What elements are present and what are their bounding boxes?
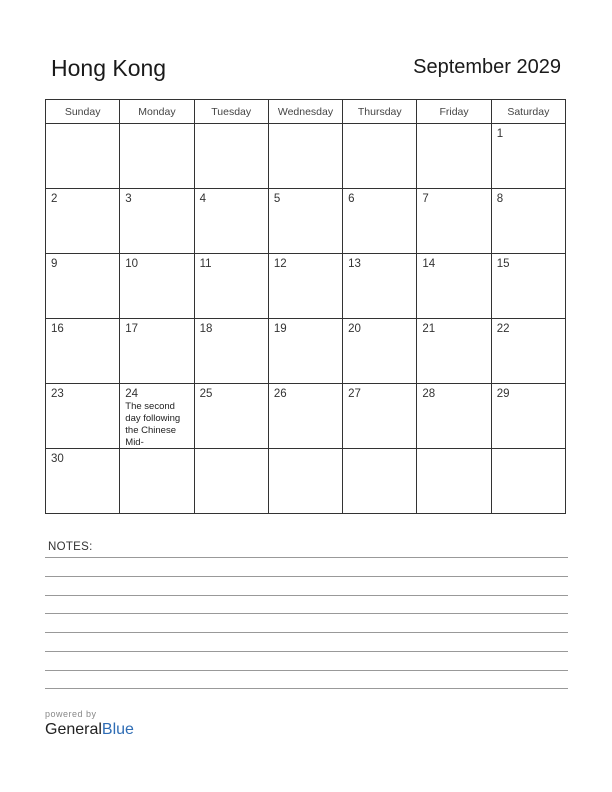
day-cell (120, 384, 194, 449)
day-cell (343, 384, 417, 449)
day-cell (491, 124, 565, 189)
day-number: 26 (273, 388, 287, 400)
day-cell (417, 189, 491, 254)
week-row (46, 384, 566, 449)
calendar-grid (45, 99, 566, 514)
day-cell (194, 449, 268, 514)
day-cell (120, 254, 194, 319)
day-number: 28 (422, 388, 436, 400)
day-cell (268, 319, 342, 384)
powered-by-label: powered by (45, 709, 97, 719)
day-number: 2 (51, 193, 58, 205)
brand-name-general: General (45, 721, 102, 738)
day-cell (194, 189, 268, 254)
day-cell (268, 189, 342, 254)
day-number: 20 (348, 323, 361, 335)
day-cell (46, 449, 120, 514)
week-row (46, 449, 566, 514)
note-line (45, 688, 568, 689)
week-row (46, 254, 566, 319)
day-cell (491, 449, 565, 514)
weekday-header: Saturday (491, 100, 565, 124)
day-cell (194, 254, 268, 319)
day-number: 13 (348, 258, 361, 270)
day-cell (46, 254, 120, 319)
note-line (45, 670, 568, 671)
brand-name-blue: Blue (101, 721, 134, 738)
day-number: 5 (273, 193, 281, 205)
note-line (45, 595, 568, 596)
weekday-header: Thursday (343, 100, 417, 124)
day-cell (46, 384, 120, 449)
day-cell (417, 254, 491, 319)
week-row (46, 124, 566, 189)
day-number: 14 (422, 258, 436, 270)
day-number: 22 (496, 323, 510, 335)
day-cell (343, 254, 417, 319)
day-number: 8 (496, 193, 504, 205)
day-number: 29 (496, 388, 510, 400)
day-number: 6 (348, 193, 355, 205)
day-number: 7 (422, 193, 429, 205)
day-cell (491, 319, 565, 384)
day-cell (417, 319, 491, 384)
note-line (45, 651, 568, 652)
day-number: 16 (51, 323, 64, 335)
day-cell (343, 124, 417, 189)
weekday-header-row (46, 100, 566, 124)
note-line (45, 557, 568, 558)
weekday-header: Monday (120, 100, 194, 124)
day-number: 11 (199, 258, 212, 270)
footer-branding (45, 709, 134, 739)
day-cell (120, 449, 194, 514)
day-number: 30 (51, 453, 64, 465)
day-number: 17 (125, 323, 139, 335)
calendar-month-year: September 2029 (413, 56, 561, 78)
day-cell (343, 319, 417, 384)
note-line (45, 632, 568, 633)
day-cell (268, 449, 342, 514)
weekday-header: Sunday (46, 100, 120, 124)
notes-label: NOTES: (48, 541, 93, 553)
week-row (46, 189, 566, 254)
day-cell (268, 254, 342, 319)
day-number: 12 (273, 258, 287, 270)
day-number: 1 (496, 128, 504, 140)
weekday-header: Wednesday (268, 100, 342, 124)
day-cell (120, 189, 194, 254)
day-cell (343, 449, 417, 514)
day-number: 24 (125, 388, 139, 400)
day-number: 4 (199, 193, 206, 205)
day-number: 3 (125, 193, 132, 205)
week-row (46, 319, 566, 384)
day-cell (417, 384, 491, 449)
day-cell (491, 254, 565, 319)
day-number: 27 (348, 388, 361, 400)
day-cell (268, 384, 342, 449)
day-number: 10 (125, 258, 139, 270)
day-cell (46, 189, 120, 254)
day-number: 15 (496, 258, 510, 270)
day-cell (491, 189, 565, 254)
day-cell (46, 124, 120, 189)
day-cell (491, 384, 565, 449)
holiday-label: The second day following the Chinese Mid- (125, 401, 181, 448)
weekday-header: Friday (417, 100, 491, 124)
day-number: 19 (273, 323, 287, 335)
day-number: 9 (51, 258, 58, 270)
day-cell (120, 319, 194, 384)
brand-logo (45, 721, 134, 739)
note-line (45, 613, 568, 614)
day-cell (194, 319, 268, 384)
day-number: 23 (51, 388, 64, 400)
day-cell (194, 124, 268, 189)
day-cell (194, 384, 268, 449)
day-number: 18 (199, 323, 213, 335)
day-number: 21 (422, 323, 436, 335)
day-cell (343, 189, 417, 254)
calendar-country-title: Hong Kong (51, 55, 167, 81)
day-cell (120, 124, 194, 189)
day-cell (417, 124, 491, 189)
day-cell (46, 319, 120, 384)
day-cell (417, 449, 491, 514)
day-cell (268, 124, 342, 189)
day-number: 25 (199, 388, 213, 400)
weekday-header: Tuesday (194, 100, 268, 124)
note-line (45, 576, 568, 577)
